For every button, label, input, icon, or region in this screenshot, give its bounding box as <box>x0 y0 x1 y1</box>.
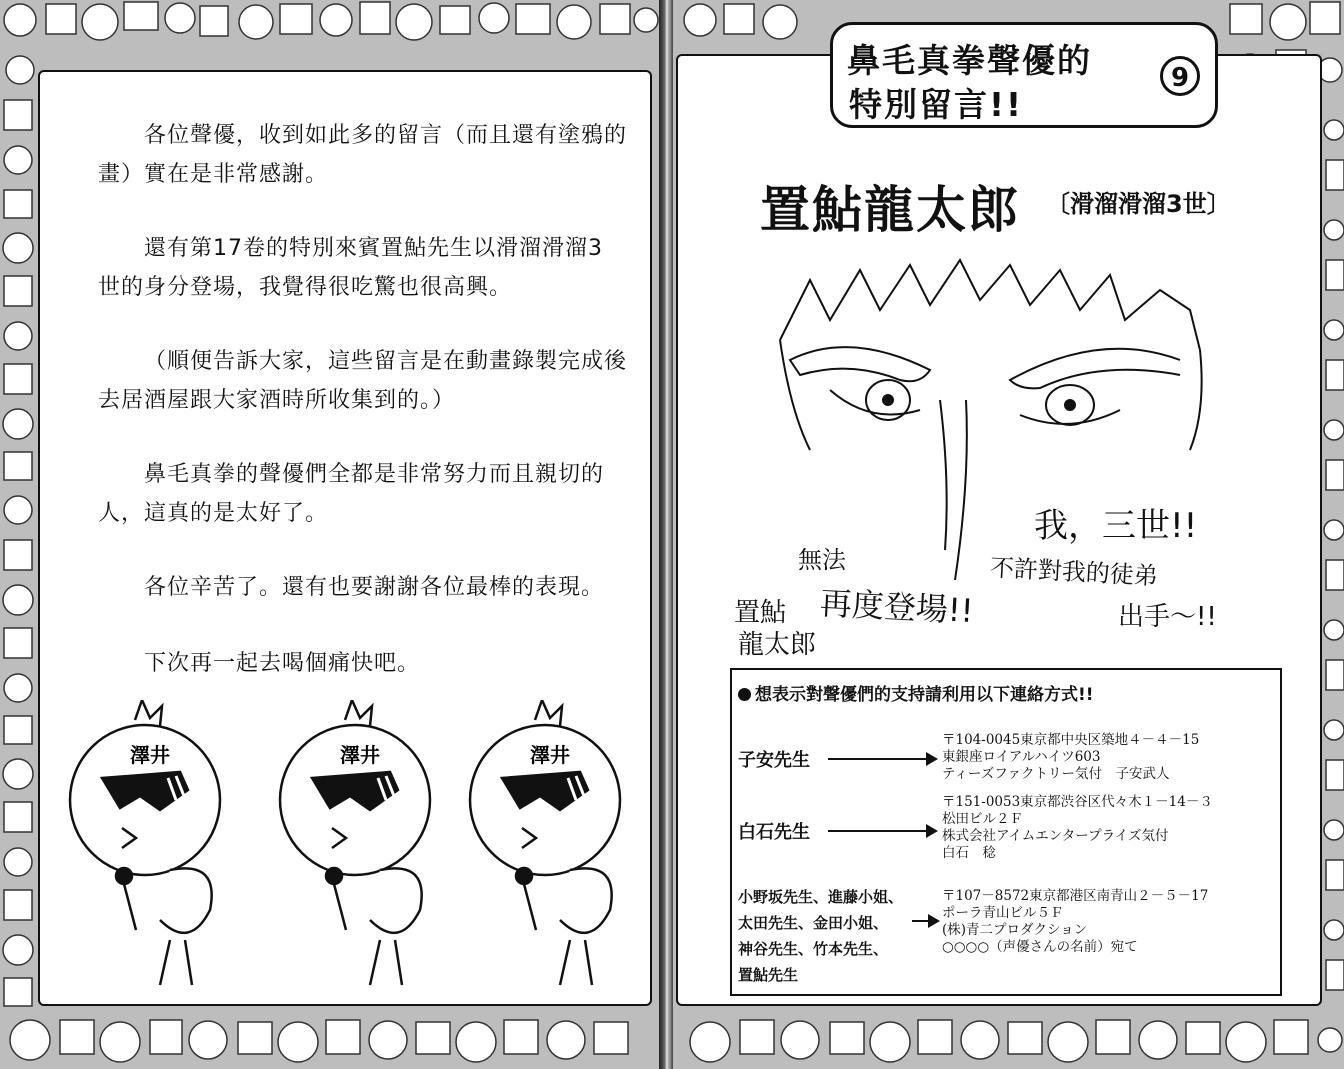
recipient-address <box>942 888 1208 956</box>
speech-appear-again: 再度登場!! <box>819 584 975 630</box>
paragraph-line: 世的身分登場，我覺得很吃驚也很高興。 <box>98 275 513 300</box>
page-subtitle: 特別留言!! <box>849 85 1024 124</box>
bird-label: 澤井 <box>340 743 380 767</box>
recipient-group-names <box>738 884 903 988</box>
address-line: ポーラ青山ビル５Ｆ <box>942 905 1064 921</box>
recipient-name: 置鮎先生 <box>738 966 799 984</box>
signature-line1: 置鮎 <box>734 598 787 628</box>
recipient-name: 神谷先生、竹本先生、 <box>738 940 889 958</box>
paragraph-praise <box>98 455 658 533</box>
book-spine <box>659 0 673 1069</box>
address-line: 松田ビル２Ｆ <box>942 811 1023 827</box>
contact-header-text: 想表示對聲優們的支持請利用以下連絡方式!! <box>755 685 1094 705</box>
arrow-icon <box>828 758 936 760</box>
contact-header <box>738 680 1094 705</box>
paragraph-line: 去居酒屋跟大家酒時所收集到的。） <box>98 388 456 413</box>
paragraph-line: 各位辛苦了。還有也要謝謝各位最棒的表現。 <box>144 575 605 600</box>
signature-line2: 龍太郎 <box>738 630 817 660</box>
speech-me-third: 我，三世!! <box>1034 506 1198 546</box>
fan-contact-box <box>730 668 1282 996</box>
speech-dont-touch-line2: 出手～!! <box>1118 602 1217 632</box>
address-line: 〒151-0053東京都渋谷区代々木１－14－３ <box>942 794 1213 810</box>
paragraph-line: 畫）實在是非常感謝。 <box>98 162 329 187</box>
bird-label: 澤井 <box>530 743 570 767</box>
paragraph-drink <box>98 644 658 683</box>
paragraph-line: 鼻毛真拳的聲優們全都是非常努力而且親切的 <box>144 462 605 487</box>
guest-name: 置鮎龍太郎 <box>760 180 1020 239</box>
arrow-icon <box>828 830 936 832</box>
guest-role: 〔滑溜滑溜3世〕 <box>1046 190 1231 218</box>
bird-mascots-illustration <box>60 700 640 1000</box>
address-line: 〒104-0045東京都中央区築地４－４－15 <box>942 732 1200 748</box>
bird-label: 澤井 <box>130 743 170 767</box>
address-line: 〒107－8572東京都港区南青山２－５－17 <box>942 888 1209 904</box>
paragraph-line: （順便告訴大家，這些留言是在動畫錄製完成後 <box>144 349 628 374</box>
address-line: 株式会社アイムエンタープライズ気付 <box>942 828 1169 844</box>
speech-dont-touch-line1: 不許對我的徒弟 <box>989 553 1159 591</box>
paragraph-line: 還有第17卷的特別來賓置鮎先生以滑溜滑溜3 <box>144 236 603 261</box>
speech-cannot: 無法 <box>798 546 846 574</box>
address-line: ○○○○（声優さんの名前）宛て <box>942 939 1138 955</box>
page-title: 鼻毛真拳聲優的 <box>847 41 1092 80</box>
paragraph-thanks <box>98 116 658 194</box>
paragraph-note <box>98 342 658 420</box>
paragraph-guest <box>98 229 658 307</box>
recipient-name: 子安先生 <box>738 750 810 771</box>
paragraph-hard-work <box>98 568 658 607</box>
arrow-icon <box>912 920 938 922</box>
paragraph-line: 各位聲優，收到如此多的留言（而且還有塗鴉的 <box>144 123 628 148</box>
recipient-address <box>942 732 1199 783</box>
address-line: 東銀座ロイアルハイツ603 <box>942 749 1101 765</box>
bullet-icon <box>738 688 751 701</box>
recipient-name: 太田先生、金田小姐、 <box>738 914 889 932</box>
paragraph-line: 人，這真的是太好了。 <box>98 501 329 526</box>
address-line: ティーズファクトリー気付 子安武人 <box>942 766 1170 782</box>
recipient-address <box>942 794 1213 862</box>
paragraph-line: 下次再一起去喝個痛快吧。 <box>144 651 421 676</box>
recipient-name: 小野坂先生、進藤小姐、 <box>738 888 904 906</box>
address-line: (株)青二プロダクション <box>942 922 1088 938</box>
recipient-name: 白石先生 <box>738 822 810 843</box>
address-line: 白石 稔 <box>942 845 996 861</box>
episode-number-badge: 9 <box>1160 56 1200 96</box>
